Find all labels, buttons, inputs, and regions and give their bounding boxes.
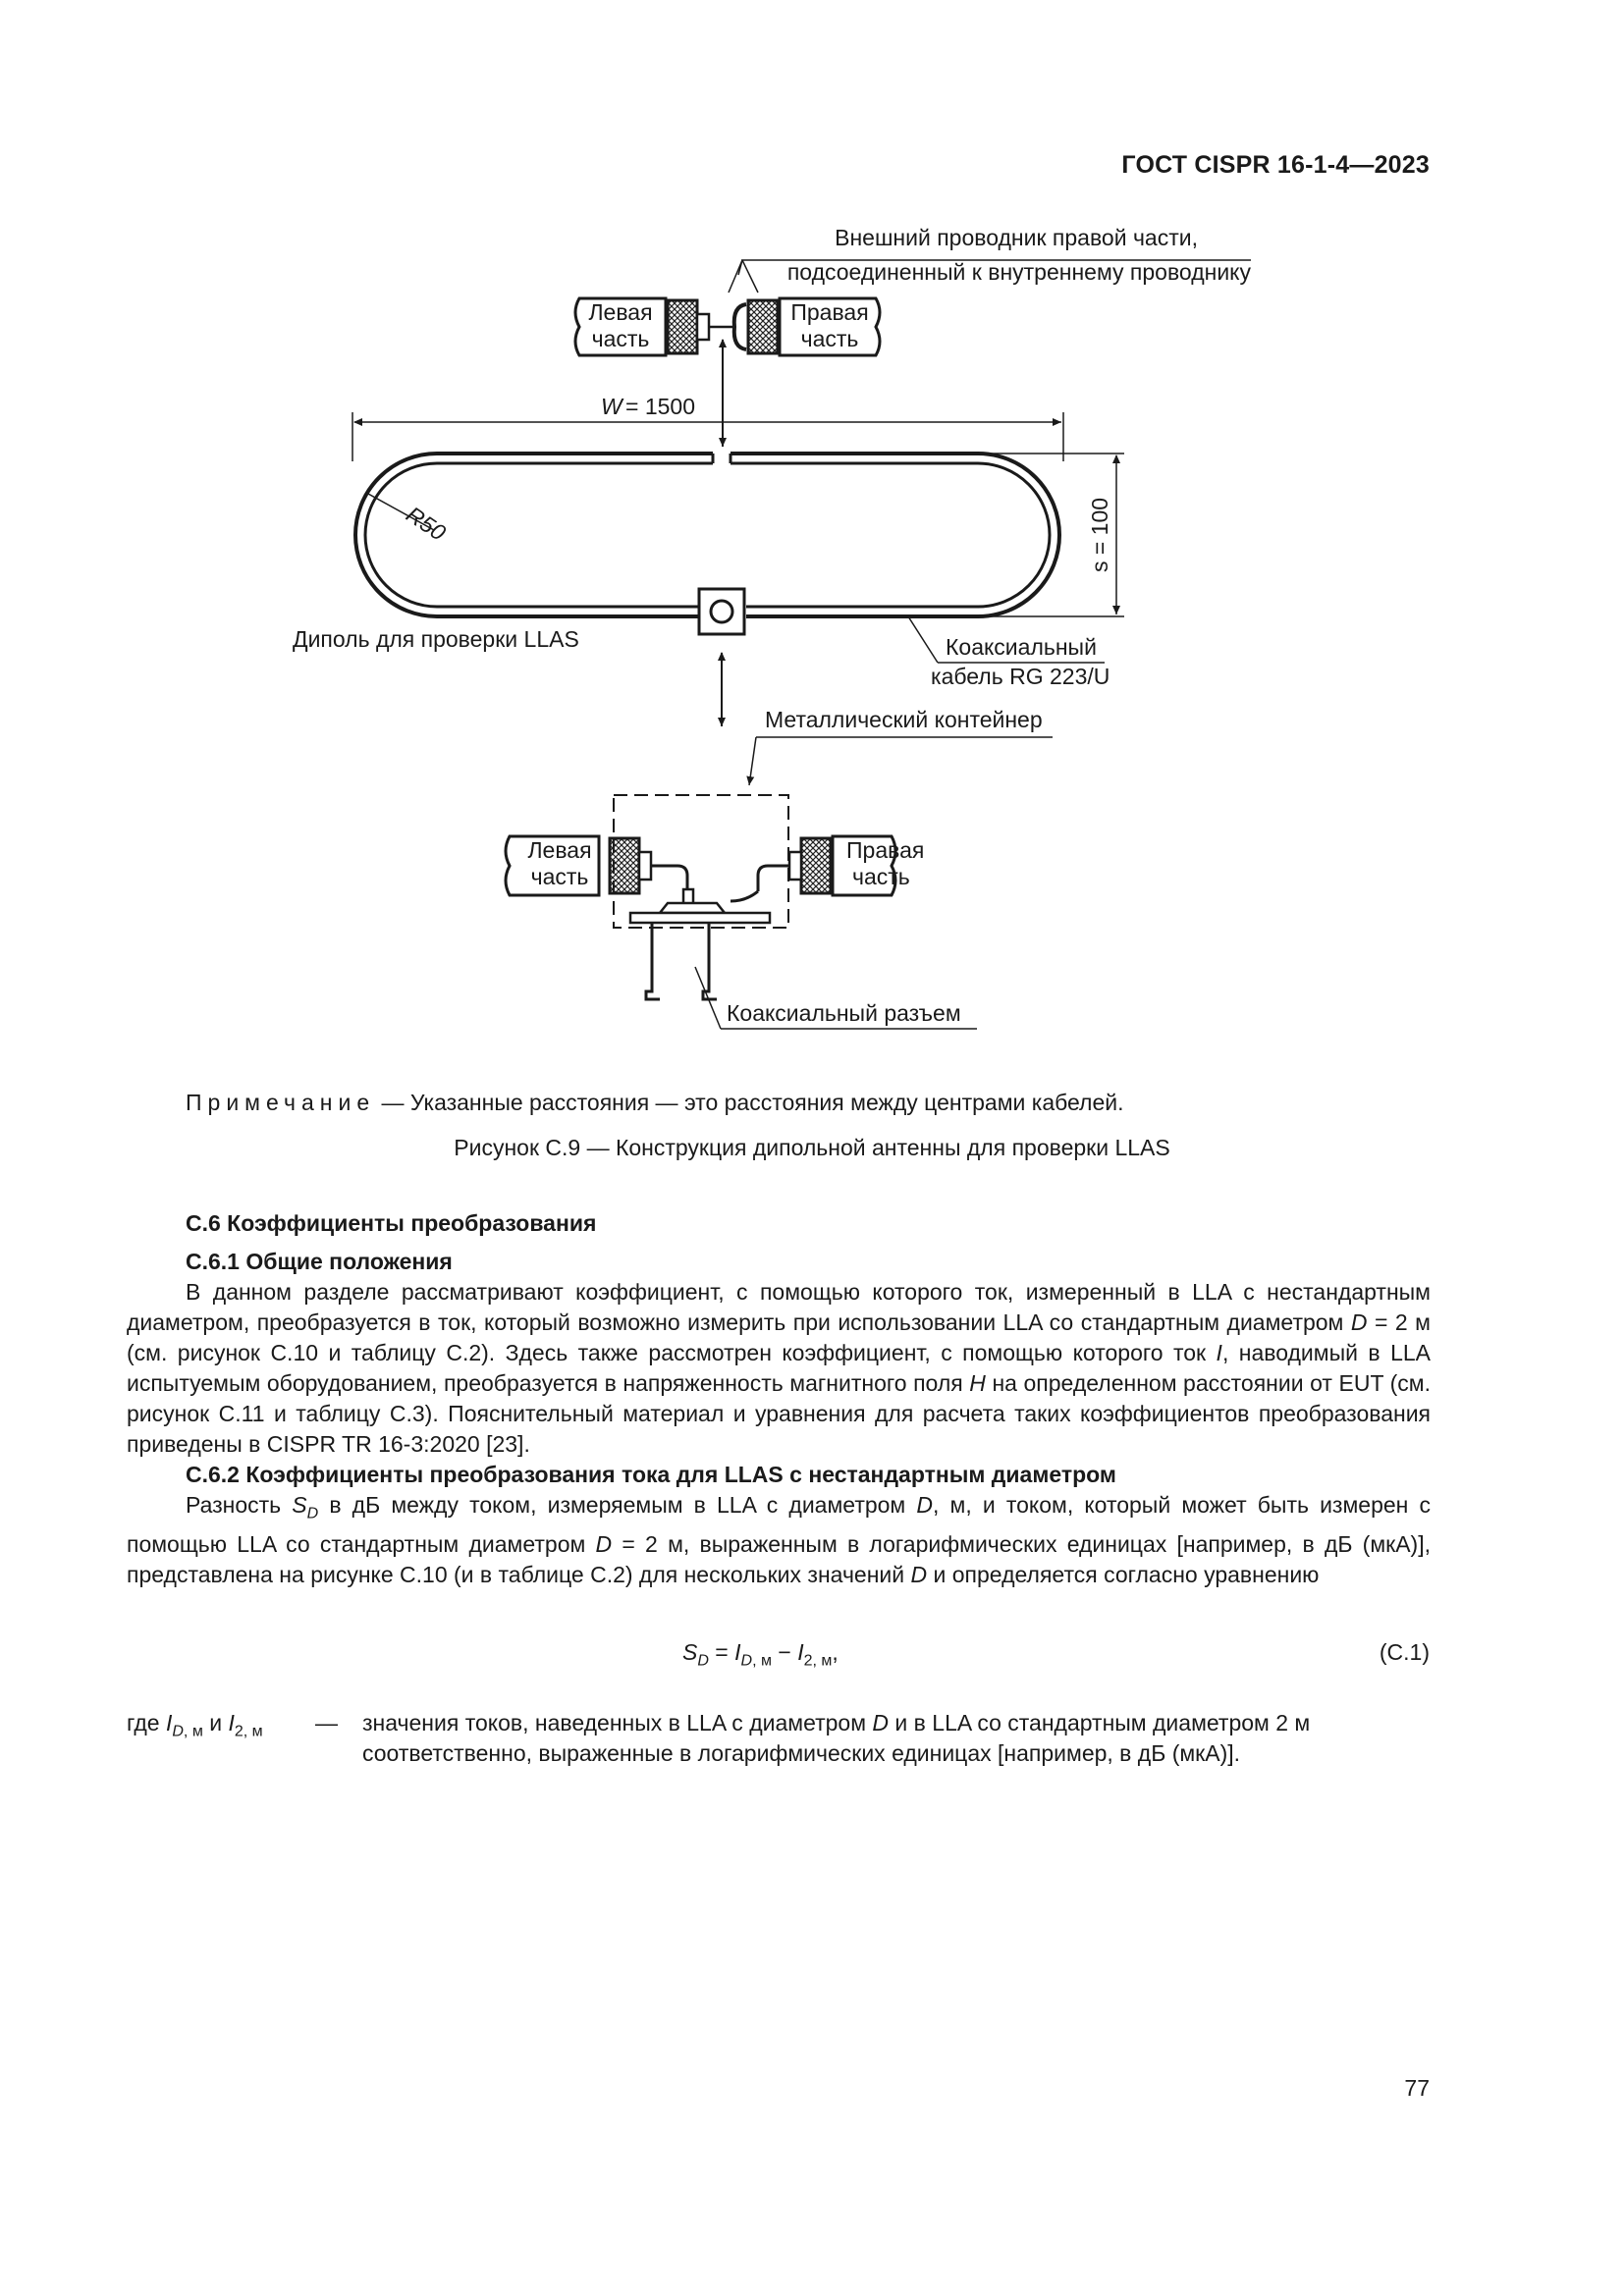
coax-nut bbox=[660, 903, 725, 913]
text-run: , м, и током, который может быть измерен с помощью LLA со стандартным диаметром bbox=[127, 1492, 1431, 1557]
subscript-2m: 2, м bbox=[803, 1652, 833, 1670]
subscript-D: D bbox=[697, 1652, 709, 1670]
where-description bbox=[362, 1708, 1431, 1769]
symbol-D: D bbox=[1350, 1309, 1368, 1335]
subscript-D: D bbox=[172, 1723, 184, 1740]
left-part-label-1: Левая bbox=[588, 299, 653, 325]
inner-wire-right bbox=[731, 891, 758, 901]
symbol-S: S bbox=[682, 1639, 698, 1665]
left-part-label-2: часть bbox=[591, 326, 650, 351]
width-symbol: W bbox=[601, 394, 623, 419]
left-connector-hatch bbox=[668, 300, 697, 353]
text-run: В данном разделе рассматривают коэффициент, с помощью которого ток, измеренный в LLA с нестандартным диаметром, преобразуется в ток, который возможно измерить при использовании LLA со стандартным диаметром bbox=[127, 1279, 1431, 1335]
symbol-I: I bbox=[734, 1639, 741, 1665]
paragraph-difference bbox=[127, 1490, 1431, 1590]
subscript-D: D bbox=[740, 1652, 753, 1670]
paragraph-general bbox=[127, 1277, 1431, 1460]
container-assembly bbox=[506, 707, 1053, 1029]
coax-leader bbox=[908, 616, 938, 663]
left-part-label-2: часть bbox=[530, 864, 589, 889]
text-run: в дБ между током, измеряемым в LLA с диаметром bbox=[318, 1492, 917, 1518]
where-dash: — bbox=[315, 1710, 338, 1735]
symbol-I: I bbox=[228, 1710, 235, 1735]
dipole-figure bbox=[0, 0, 1624, 1060]
text-run: где bbox=[127, 1710, 166, 1735]
symbol-D: D bbox=[872, 1710, 890, 1735]
formula-c1 bbox=[682, 1639, 839, 1671]
right-part-label-2: часть bbox=[852, 864, 910, 889]
comma: , bbox=[832, 1639, 839, 1665]
subscript-unit: , м bbox=[752, 1652, 772, 1670]
left-connector-hatch bbox=[610, 838, 639, 893]
left-connector-pin bbox=[639, 852, 651, 880]
text-run: и определяется согласно уравнению bbox=[927, 1561, 1320, 1587]
width-label: = 1500 bbox=[625, 394, 695, 419]
container-leader bbox=[749, 737, 756, 785]
outer-conductor-label-1: Внешний проводник правой части, bbox=[835, 225, 1198, 250]
loop-inner bbox=[365, 463, 1050, 607]
section-c62-heading: С.6.2 Коэффициенты преобразования тока для LLAS с нестандартным диаметром bbox=[186, 1462, 1116, 1487]
subscript-D: D bbox=[306, 1505, 319, 1522]
left-part-label-1: Левая bbox=[527, 837, 592, 863]
where-lead bbox=[127, 1708, 263, 1747]
radius-label: R50 bbox=[402, 501, 451, 546]
metal-container-label: Металлический контейнер bbox=[765, 707, 1043, 732]
text-run: Разность bbox=[186, 1492, 293, 1518]
right-part-label-1: Правая bbox=[790, 299, 869, 325]
left-connector-pin bbox=[697, 314, 709, 340]
symbol-H: H bbox=[969, 1370, 986, 1396]
document-header: ГОСТ CISPR 16-1-4—2023 bbox=[1121, 151, 1430, 179]
subscript-2m: 2, м bbox=[234, 1723, 263, 1740]
feed-circle bbox=[711, 601, 732, 622]
dipole-label: Диполь для проверки LLAS bbox=[293, 626, 579, 652]
text-run: = 2 м, выраженным в логарифмических единицах [например, в дБ (мкА)], представлена на рисунке С.10 (и в таблице С.2) для нескольких значений bbox=[127, 1530, 1431, 1587]
coax-connector-label: Коаксиальный разъем bbox=[727, 1000, 961, 1026]
right-connector-hatch bbox=[748, 300, 778, 353]
symbol-D: D bbox=[910, 1561, 928, 1587]
inner-wire-left bbox=[651, 866, 687, 895]
text-run: на определенном расстоянии от EUT (см. рисунок С.11 и таблицу С.3). Пояснительный материал и уравнения для расчета таких коэффициентов преобразования приведены в CISPR TR 16-3:2020 [23]. bbox=[127, 1370, 1432, 1457]
inner-wire-right bbox=[758, 866, 789, 891]
width-dimension bbox=[352, 394, 1063, 461]
connector-leg-right bbox=[703, 923, 717, 999]
coax-cable-label-1: Коаксиальный bbox=[946, 634, 1097, 660]
s-dimension bbox=[982, 454, 1124, 616]
dipole-loop bbox=[355, 454, 1059, 634]
s-label: s = 100 bbox=[1087, 497, 1112, 573]
outer-conductor-label-2: подсоединенный к внутреннему проводнику bbox=[786, 259, 1251, 285]
leader-line bbox=[729, 260, 742, 293]
connector-leg-left bbox=[646, 923, 660, 999]
note-label: Примечание bbox=[186, 1090, 376, 1115]
right-part-label-2: часть bbox=[800, 326, 859, 351]
right-part-label-1: Правая bbox=[846, 837, 925, 863]
note-text: — Указанные расстояния — это расстояния между центрами кабелей. bbox=[375, 1090, 1124, 1115]
section-c6-heading: С.6 Коэффициенты преобразования bbox=[186, 1210, 597, 1236]
top-connector bbox=[575, 225, 1251, 355]
right-connector-pin bbox=[789, 852, 801, 880]
coax-cable-label-2: кабель RG 223/U bbox=[931, 664, 1110, 689]
minus: − bbox=[771, 1639, 798, 1665]
symbol-D: D bbox=[916, 1492, 934, 1518]
figure-caption: Рисунок С.9 — Конструкция дипольной антенны для проверки LLAS bbox=[454, 1135, 1170, 1160]
right-outer-conductor bbox=[734, 304, 746, 349]
symbol-I: I bbox=[1216, 1340, 1222, 1365]
text-run: , наводимый в LLA испытуемым оборудованием, преобразуется в напряженность магнитного поля bbox=[127, 1340, 1431, 1396]
formula-number: (С.1) bbox=[1379, 1639, 1430, 1665]
symbol-I: I bbox=[797, 1639, 804, 1665]
figure-note bbox=[186, 1090, 1124, 1116]
symbol-S: S bbox=[292, 1492, 307, 1518]
text-run: и в LLA со стандартным диаметром 2 м соответственно, выраженные в логарифмических единицах [например, в дБ (мкА)]. bbox=[362, 1710, 1311, 1766]
right-connector-hatch bbox=[801, 838, 831, 893]
section-c61-heading: С.6.1 Общие положения bbox=[186, 1249, 453, 1274]
subscript-unit: , м bbox=[183, 1723, 203, 1740]
equals: = bbox=[708, 1639, 735, 1665]
connector-plate bbox=[630, 913, 770, 923]
symbol-D: D bbox=[595, 1530, 613, 1557]
text-run: = 2 м (см. рисунок С.10 и таблицу С.2). Здесь также рассмотрен коэффициент, с помощью которого ток bbox=[127, 1309, 1431, 1365]
page-number: 77 bbox=[1404, 2075, 1430, 2101]
text-run: значения токов, наведенных в LLA с диаметром bbox=[362, 1710, 873, 1735]
text-run: и bbox=[202, 1710, 229, 1735]
symbol-I: I bbox=[165, 1710, 173, 1735]
